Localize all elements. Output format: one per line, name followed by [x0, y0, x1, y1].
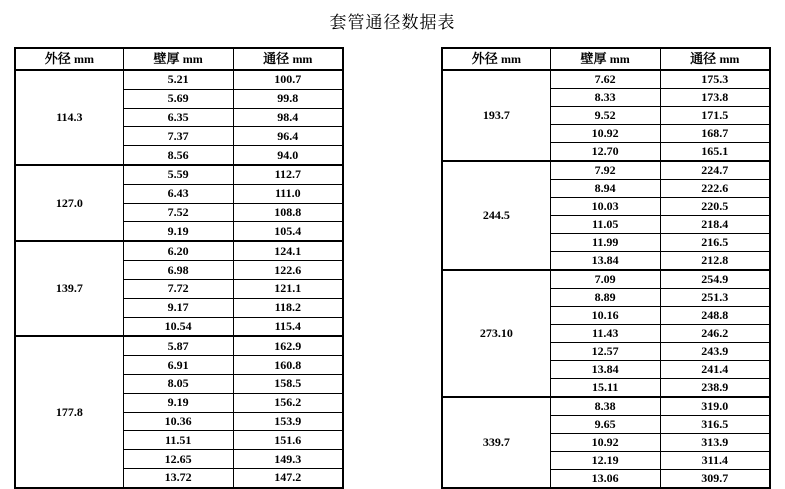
header-label-od: 外径	[471, 51, 498, 66]
tables-container	[0, 47, 785, 489]
header-unit-od: mm	[74, 52, 94, 66]
table-row	[15, 241, 343, 260]
cell-wall-thickness: 7.92	[550, 161, 660, 180]
header-unit-wt: mm	[182, 52, 203, 66]
column-header-drift-diameter	[660, 48, 770, 70]
header-row	[442, 48, 770, 70]
cell-wall-thickness: 6.98	[123, 261, 233, 280]
cell-drift-diameter: 216.5	[660, 234, 770, 252]
cell-wall-thickness: 9.19	[123, 222, 233, 241]
cell-wall-thickness: 11.99	[550, 234, 660, 252]
cell-wall-thickness: 12.65	[123, 450, 233, 469]
cell-drift-diameter: 251.3	[660, 289, 770, 307]
cell-wall-thickness: 9.52	[550, 107, 660, 125]
cell-wall-thickness: 10.54	[123, 317, 233, 336]
cell-outer-diameter: 139.7	[15, 241, 123, 336]
table-row	[15, 336, 343, 355]
table-row	[15, 70, 343, 89]
table-body-right	[442, 70, 770, 488]
cell-drift-diameter: 111.0	[233, 184, 343, 203]
cell-drift-diameter: 224.7	[660, 161, 770, 180]
cell-wall-thickness: 10.36	[123, 412, 233, 431]
table-head	[442, 48, 770, 70]
header-label-id: 通径	[690, 51, 717, 66]
cell-wall-thickness: 7.37	[123, 127, 233, 146]
cell-wall-thickness: 5.21	[123, 70, 233, 89]
cell-wall-thickness: 10.92	[550, 125, 660, 143]
cell-drift-diameter: 124.1	[233, 241, 343, 260]
cell-wall-thickness: 13.84	[550, 252, 660, 271]
cell-drift-diameter: 162.9	[233, 336, 343, 355]
cell-drift-diameter: 243.9	[660, 343, 770, 361]
table-row	[15, 165, 343, 184]
casing-table-left	[14, 47, 344, 489]
cell-wall-thickness: 10.92	[550, 434, 660, 452]
cell-drift-diameter: 94.0	[233, 146, 343, 165]
cell-drift-diameter: 165.1	[660, 143, 770, 162]
cell-wall-thickness: 6.35	[123, 108, 233, 127]
column-header-outer-diameter	[15, 48, 123, 70]
cell-drift-diameter: 173.8	[660, 89, 770, 107]
table-head	[15, 48, 343, 70]
cell-outer-diameter: 193.7	[442, 70, 550, 161]
page-title: 套管通径数据表	[329, 13, 456, 32]
cell-wall-thickness: 8.94	[550, 180, 660, 198]
cell-wall-thickness: 8.56	[123, 146, 233, 165]
table-row	[442, 161, 770, 180]
cell-drift-diameter: 121.1	[233, 279, 343, 298]
cell-drift-diameter: 96.4	[233, 127, 343, 146]
cell-wall-thickness: 7.62	[550, 70, 660, 89]
cell-drift-diameter: 171.5	[660, 107, 770, 125]
cell-drift-diameter: 238.9	[660, 379, 770, 398]
header-unit-id: mm	[719, 52, 740, 66]
cell-drift-diameter: 316.5	[660, 416, 770, 434]
cell-wall-thickness: 11.51	[123, 431, 233, 450]
table-row	[442, 397, 770, 416]
cell-drift-diameter: 122.6	[233, 261, 343, 280]
cell-wall-thickness: 8.33	[550, 89, 660, 107]
cell-wall-thickness: 10.16	[550, 307, 660, 325]
cell-wall-thickness: 5.69	[123, 89, 233, 108]
header-unit-wt: mm	[609, 52, 630, 66]
cell-wall-thickness: 8.38	[550, 397, 660, 416]
cell-drift-diameter: 118.2	[233, 298, 343, 317]
cell-wall-thickness: 7.72	[123, 279, 233, 298]
cell-drift-diameter: 222.6	[660, 180, 770, 198]
cell-drift-diameter: 112.7	[233, 165, 343, 184]
cell-drift-diameter: 246.2	[660, 325, 770, 343]
cell-drift-diameter: 168.7	[660, 125, 770, 143]
cell-drift-diameter: 309.7	[660, 470, 770, 489]
casing-table-right	[441, 47, 771, 489]
header-label-wt: 壁厚	[153, 51, 180, 66]
cell-wall-thickness: 11.43	[550, 325, 660, 343]
cell-wall-thickness: 9.65	[550, 416, 660, 434]
header-label-od: 外径	[44, 51, 71, 66]
cell-drift-diameter: 149.3	[233, 450, 343, 469]
cell-drift-diameter: 100.7	[233, 70, 343, 89]
cell-wall-thickness: 13.84	[550, 361, 660, 379]
cell-outer-diameter: 177.8	[15, 336, 123, 488]
cell-drift-diameter: 158.5	[233, 374, 343, 393]
cell-drift-diameter: 151.6	[233, 431, 343, 450]
column-header-wall-thickness	[550, 48, 660, 70]
cell-outer-diameter: 114.3	[15, 70, 123, 165]
cell-wall-thickness: 5.59	[123, 165, 233, 184]
cell-drift-diameter: 311.4	[660, 452, 770, 470]
column-header-outer-diameter	[442, 48, 550, 70]
cell-outer-diameter: 273.10	[442, 270, 550, 397]
cell-wall-thickness: 5.87	[123, 336, 233, 355]
header-label-wt: 壁厚	[580, 51, 607, 66]
cell-wall-thickness: 13.06	[550, 470, 660, 489]
cell-drift-diameter: 220.5	[660, 198, 770, 216]
cell-wall-thickness: 6.20	[123, 241, 233, 260]
cell-wall-thickness: 11.05	[550, 216, 660, 234]
cell-outer-diameter: 244.5	[442, 161, 550, 270]
cell-wall-thickness: 9.19	[123, 393, 233, 412]
cell-drift-diameter: 99.8	[233, 89, 343, 108]
cell-drift-diameter: 147.2	[233, 468, 343, 488]
cell-drift-diameter: 115.4	[233, 317, 343, 336]
table-body-left	[15, 70, 343, 488]
header-label-id: 通径	[263, 51, 290, 66]
cell-wall-thickness: 12.19	[550, 452, 660, 470]
header-row	[15, 48, 343, 70]
header-unit-od: mm	[501, 52, 521, 66]
table-row	[442, 270, 770, 289]
cell-wall-thickness: 10.03	[550, 198, 660, 216]
cell-wall-thickness: 8.05	[123, 374, 233, 393]
cell-wall-thickness: 15.11	[550, 379, 660, 398]
cell-wall-thickness: 6.91	[123, 356, 233, 375]
cell-drift-diameter: 241.4	[660, 361, 770, 379]
cell-drift-diameter: 254.9	[660, 270, 770, 289]
cell-wall-thickness: 9.17	[123, 298, 233, 317]
cell-drift-diameter: 319.0	[660, 397, 770, 416]
cell-drift-diameter: 108.8	[233, 203, 343, 222]
cell-wall-thickness: 8.89	[550, 289, 660, 307]
cell-drift-diameter: 248.8	[660, 307, 770, 325]
cell-drift-diameter: 153.9	[233, 412, 343, 431]
header-unit-id: mm	[292, 52, 313, 66]
cell-outer-diameter: 127.0	[15, 165, 123, 241]
cell-drift-diameter: 212.8	[660, 252, 770, 271]
cell-wall-thickness: 6.43	[123, 184, 233, 203]
column-header-wall-thickness	[123, 48, 233, 70]
cell-drift-diameter: 98.4	[233, 108, 343, 127]
cell-drift-diameter: 313.9	[660, 434, 770, 452]
cell-wall-thickness: 7.52	[123, 203, 233, 222]
cell-drift-diameter: 160.8	[233, 356, 343, 375]
cell-drift-diameter: 156.2	[233, 393, 343, 412]
cell-drift-diameter: 218.4	[660, 216, 770, 234]
cell-wall-thickness: 13.72	[123, 468, 233, 488]
cell-wall-thickness: 12.57	[550, 343, 660, 361]
column-header-drift-diameter	[233, 48, 343, 70]
cell-outer-diameter: 339.7	[442, 397, 550, 488]
cell-drift-diameter: 175.3	[660, 70, 770, 89]
cell-drift-diameter: 105.4	[233, 222, 343, 241]
cell-wall-thickness: 7.09	[550, 270, 660, 289]
cell-wall-thickness: 12.70	[550, 143, 660, 162]
table-row	[442, 70, 770, 89]
